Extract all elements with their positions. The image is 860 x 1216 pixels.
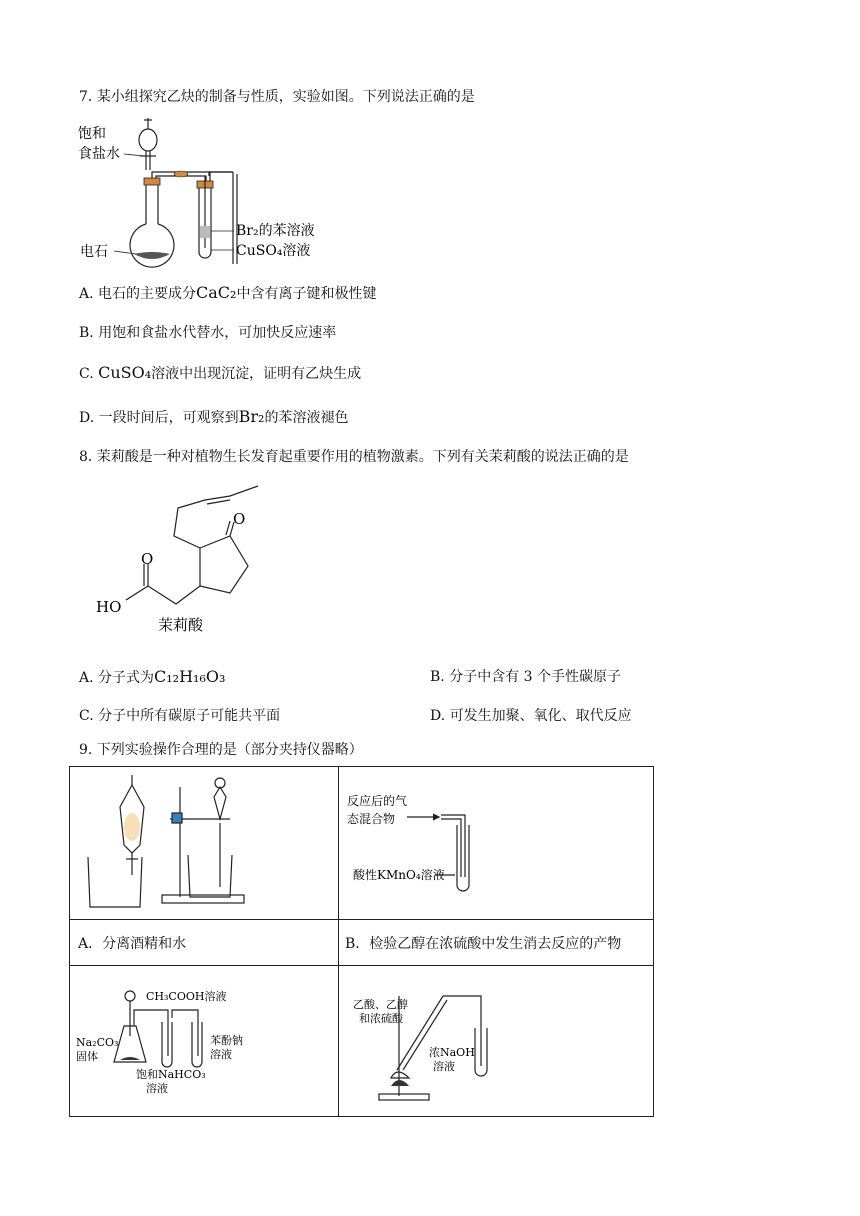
structure-name-label: 茉莉酸 <box>158 616 204 634</box>
na2co3-label-2: 固体 <box>76 1050 98 1063</box>
q7-option-a[interactable] <box>79 284 376 303</box>
calcium-carbide-solid <box>134 252 170 259</box>
q7-option-c-suffix: 溶液中出现沉淀，证明有乙炔生成 <box>151 366 362 382</box>
q8-stem: 8. 茉莉酸是一种对植物生长发育起重要作用的植物激素。下列有关茉莉酸的说法正确的是 <box>79 449 629 465</box>
delivery-tube <box>152 172 233 182</box>
funnel-label-2: 食盐水 <box>78 146 120 162</box>
acid-oxygen-label: O <box>141 550 154 568</box>
q9-cell-b-caption: B．检验乙醇在浓硫酸中发生消去反应的产物 <box>339 920 654 966</box>
kmno4-test-figure <box>339 767 653 915</box>
phenoxide-label-1: 苯酚钠 <box>210 1034 243 1047</box>
q9-cell-a-figure[interactable] <box>70 767 339 920</box>
phenoxide-label-2: 溶液 <box>210 1048 232 1061</box>
q9-cell-c-figure[interactable] <box>70 966 339 1117</box>
q7-apparatus-figure <box>78 114 338 270</box>
ester-preparation-figure <box>339 966 653 1112</box>
kmno4-label: 酸性KMnO₄溶液 <box>353 868 445 882</box>
hydroxyl-label: HO <box>96 598 122 616</box>
na2co3-label-1: Na₂CO₃ <box>76 1036 119 1049</box>
ch3cooh-label: CH₃COOH溶液 <box>146 990 227 1003</box>
naoh-label-2: 溶液 <box>433 1060 455 1073</box>
nahco3-label-2: 溶液 <box>146 1082 168 1095</box>
q7-option-b[interactable]: B. 用饱和食盐水代替水，可加快反应速率 <box>79 325 337 341</box>
q7-option-c-prefix: C. <box>79 366 94 382</box>
q8-option-a-formula: C₁₂H₁₆O₃ <box>154 667 226 686</box>
q8-option-a-prefix: A. 分子式为 <box>79 670 155 686</box>
q7-option-a-suffix: 中含有离子键和极性键 <box>236 286 377 302</box>
br2-label: Br₂的苯溶液 <box>236 223 315 239</box>
q8-option-b[interactable]: B. 分子中含有 3 个手性碳原子 <box>430 669 621 685</box>
funnel-label-1: 饱和 <box>78 126 106 142</box>
naoh-label-1: 浓NaOH <box>429 1046 475 1059</box>
gas-label-2: 态混合物 <box>347 812 396 826</box>
q7-option-c[interactable] <box>79 364 361 383</box>
q7-option-d-formula: Br₂ <box>238 407 265 426</box>
acidity-comparison-figure <box>70 966 338 1112</box>
q9-options-table <box>69 766 654 1117</box>
cuso4-label: CuSO₄溶液 <box>236 243 311 259</box>
reagent-label-2: 和浓硫酸 <box>359 1012 403 1025</box>
q8-option-d[interactable]: D. 可发生加聚、氧化、取代反应 <box>430 708 632 724</box>
q9-cell-b-figure[interactable] <box>339 767 654 920</box>
flask-label: 电石 <box>80 244 108 260</box>
reagent-label-1: 乙酸、乙醇 <box>353 998 408 1011</box>
gas-label-1: 反应后的气 <box>347 794 408 808</box>
q7-option-a-prefix: A. 电石的主要成分 <box>79 286 197 302</box>
separatory-funnel-icon <box>139 118 157 170</box>
q7-option-d[interactable] <box>79 408 348 427</box>
separation-apparatus-figure <box>70 767 338 915</box>
ketone-oxygen-label: O <box>233 510 246 528</box>
jasmonic-acid-structure <box>90 478 280 638</box>
q7-option-a-formula: CaC₂ <box>196 283 237 302</box>
q7-stem: 7. 某小组探究乙炔的制备与性质，实验如图。下列说法正确的是 <box>79 89 475 105</box>
q9-stem: 9. 下列实验操作合理的是（部分夹持仪器略） <box>79 742 363 758</box>
q9-cell-a-caption: A．分离酒精和水 <box>70 920 339 966</box>
q7-option-d-suffix: 的苯溶液褪色 <box>264 410 349 426</box>
nahco3-label-1: 饱和NaHCO₃ <box>136 1068 206 1081</box>
q8-option-c[interactable]: C. 分子中所有碳原子可能共平面 <box>79 708 281 724</box>
q7-option-d-prefix: D. 一段时间后，可观察到 <box>79 410 239 426</box>
q7-option-c-formula: CuSO₄ <box>98 363 152 382</box>
q9-cell-d-figure[interactable] <box>339 966 654 1117</box>
q8-option-a[interactable] <box>79 668 225 687</box>
